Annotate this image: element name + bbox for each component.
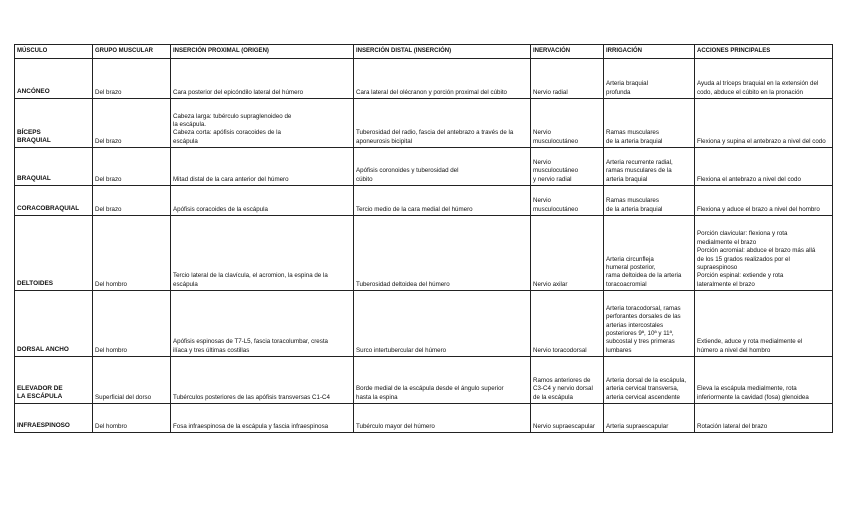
cell-grupo: Del brazo — [93, 148, 171, 186]
cell-distal: Tubérculo mayor del húmero — [354, 404, 531, 433]
cell-acciones: Rotación lateral del brazo — [695, 404, 833, 433]
header-irrigacion: IRRIGACIÓN — [604, 45, 695, 59]
cell-irrigacion: Ramas musculares de la arteria braquial — [604, 186, 695, 216]
header-proximal: INSERCIÓN PROXIMAL (ORIGEN) — [171, 45, 354, 59]
table-row — [15, 186, 833, 216]
cell-grupo: Del hombro — [93, 291, 171, 357]
cell-inervacion: Ramos anteriores de C3-C4 y nervio dorsal de la escápula — [531, 357, 604, 404]
cell-musculo: DORSAL ANCHO — [15, 291, 93, 357]
cell-musculo: ANCÓNEO — [15, 59, 93, 99]
cell-irrigacion: Arteria dorsal de la escápula, arteria cervical transversa, arteria cervical ascendente — [604, 357, 695, 404]
muscle-table — [14, 44, 833, 433]
cell-irrigacion: Arteria toracodorsal, ramas perforantes dorsales de las arterias intercostales posteriores 9ª, 10ª y 11ª, subcostal y tres primeras lumbares — [604, 291, 695, 357]
cell-distal: Cara lateral del olécranon y porción proximal del cúbito — [354, 59, 531, 99]
cell-inervacion: Nervio musculocutáneo — [531, 99, 604, 148]
cell-distal: Tercio medio de la cara medial del húmero — [354, 186, 531, 216]
table-row — [15, 59, 833, 99]
cell-inervacion: Nervio axilar — [531, 216, 604, 291]
cell-acciones: Extiende, aduce y rota medialmente el húmero a nivel del hombro — [695, 291, 833, 357]
cell-musculo: BRAQUIAL — [15, 148, 93, 186]
cell-proximal: Cara posterior del epicóndilo lateral del húmero — [171, 59, 354, 99]
cell-distal: Borde medial de la escápula desde el ángulo superior hasta la espina — [354, 357, 531, 404]
cell-acciones: Eleva la escápula medialmente, rota inferiormente la cavidad (fosa) glenoidea — [695, 357, 833, 404]
cell-irrigacion: Arteria circunfleja humeral posterior, rama deltoidea de la arteria toracoacromial — [604, 216, 695, 291]
cell-irrigacion: Arteria recurrente radial, ramas musculares de la arteria braquial — [604, 148, 695, 186]
cell-proximal: Apófisis coracoides de la escápula — [171, 186, 354, 216]
table-row — [15, 291, 833, 357]
cell-proximal: Tercio lateral de la clavícula, el acromion, la espina de la escápula — [171, 216, 354, 291]
cell-grupo: Del hombro — [93, 404, 171, 433]
table-row — [15, 148, 833, 186]
cell-distal: Tuberosidad del radio, fascia del antebrazo a través de la aponeurosis bicipital — [354, 99, 531, 148]
header-inervacion: INERVACIÓN — [531, 45, 604, 59]
table-row — [15, 216, 833, 291]
header-grupo: GRUPO MUSCULAR — [93, 45, 171, 59]
cell-grupo: Del brazo — [93, 99, 171, 148]
cell-proximal: Cabeza larga: tubérculo supraglenoideo de la escápula. Cabeza corta: apófisis coracoides de la escápula — [171, 99, 354, 148]
cell-acciones: Flexiona el antebrazo a nivel del codo — [695, 148, 833, 186]
cell-proximal: Apófisis espinosas de T7-L5, fascia toracolumbar, cresta ilíaca y tres últimas costillas — [171, 291, 354, 357]
cell-acciones: Porción clavicular: flexiona y rota medialmente el brazo Porción acromial: abduce el brazo más allá de los 15 grados realizados por el supraespinoso Porción espinal: extiende y rota lateralmente el brazo — [695, 216, 833, 291]
cell-irrigacion: Ramas musculares de la arteria braquial — [604, 99, 695, 148]
cell-musculo: CORACOBRAQUIAL — [15, 186, 93, 216]
header-musculo: MÚSCULO — [15, 45, 93, 59]
header-row — [15, 45, 833, 59]
cell-irrigacion: Arteria braquial profunda — [604, 59, 695, 99]
header-acciones: ACCIONES PRINCIPALES — [695, 45, 833, 59]
cell-inervacion: Nervio radial — [531, 59, 604, 99]
cell-acciones: Ayuda al tríceps braquial en la extensión del codo, abduce el cúbito en la pronación — [695, 59, 833, 99]
cell-grupo: Del brazo — [93, 186, 171, 216]
cell-musculo: BÍCEPS BRAQUIAL — [15, 99, 93, 148]
cell-inervacion: Nervio musculocutáneo y nervio radial — [531, 148, 604, 186]
cell-inervacion: Nervio toracodorsal — [531, 291, 604, 357]
cell-musculo: ELEVADOR DE LA ESCÁPULA — [15, 357, 93, 404]
cell-grupo: Del hombro — [93, 216, 171, 291]
cell-inervacion: Nervio supraescapular — [531, 404, 604, 433]
cell-grupo: Superficial del dorso — [93, 357, 171, 404]
cell-inervacion: Nervio musculocutáneo — [531, 186, 604, 216]
cell-distal: Surco intertubercular del húmero — [354, 291, 531, 357]
cell-proximal: Mitad distal de la cara anterior del húmero — [171, 148, 354, 186]
cell-musculo: DELTOIDES — [15, 216, 93, 291]
cell-proximal: Fosa infraespinosa de la escápula y fascia infraespinosa — [171, 404, 354, 433]
cell-irrigacion: Arteria supraescapular — [604, 404, 695, 433]
table-row — [15, 99, 833, 148]
cell-acciones: Flexiona y supina el antebrazo a nivel del codo — [695, 99, 833, 148]
table-row — [15, 404, 833, 433]
cell-grupo: Del brazo — [93, 59, 171, 99]
cell-proximal: Tubérculos posteriores de las apófisis transversas C1-C4 — [171, 357, 354, 404]
cell-acciones: Flexiona y aduce el brazo a nivel del hombro — [695, 186, 833, 216]
table-row — [15, 357, 833, 404]
cell-musculo: INFRAESPINOSO — [15, 404, 93, 433]
cell-distal: Apófisis coronoides y tuberosidad del cúbito — [354, 148, 531, 186]
cell-distal: Tuberosidad deltoidea del húmero — [354, 216, 531, 291]
header-distal: INSERCIÓN DISTAL (INSERCIÓN) — [354, 45, 531, 59]
